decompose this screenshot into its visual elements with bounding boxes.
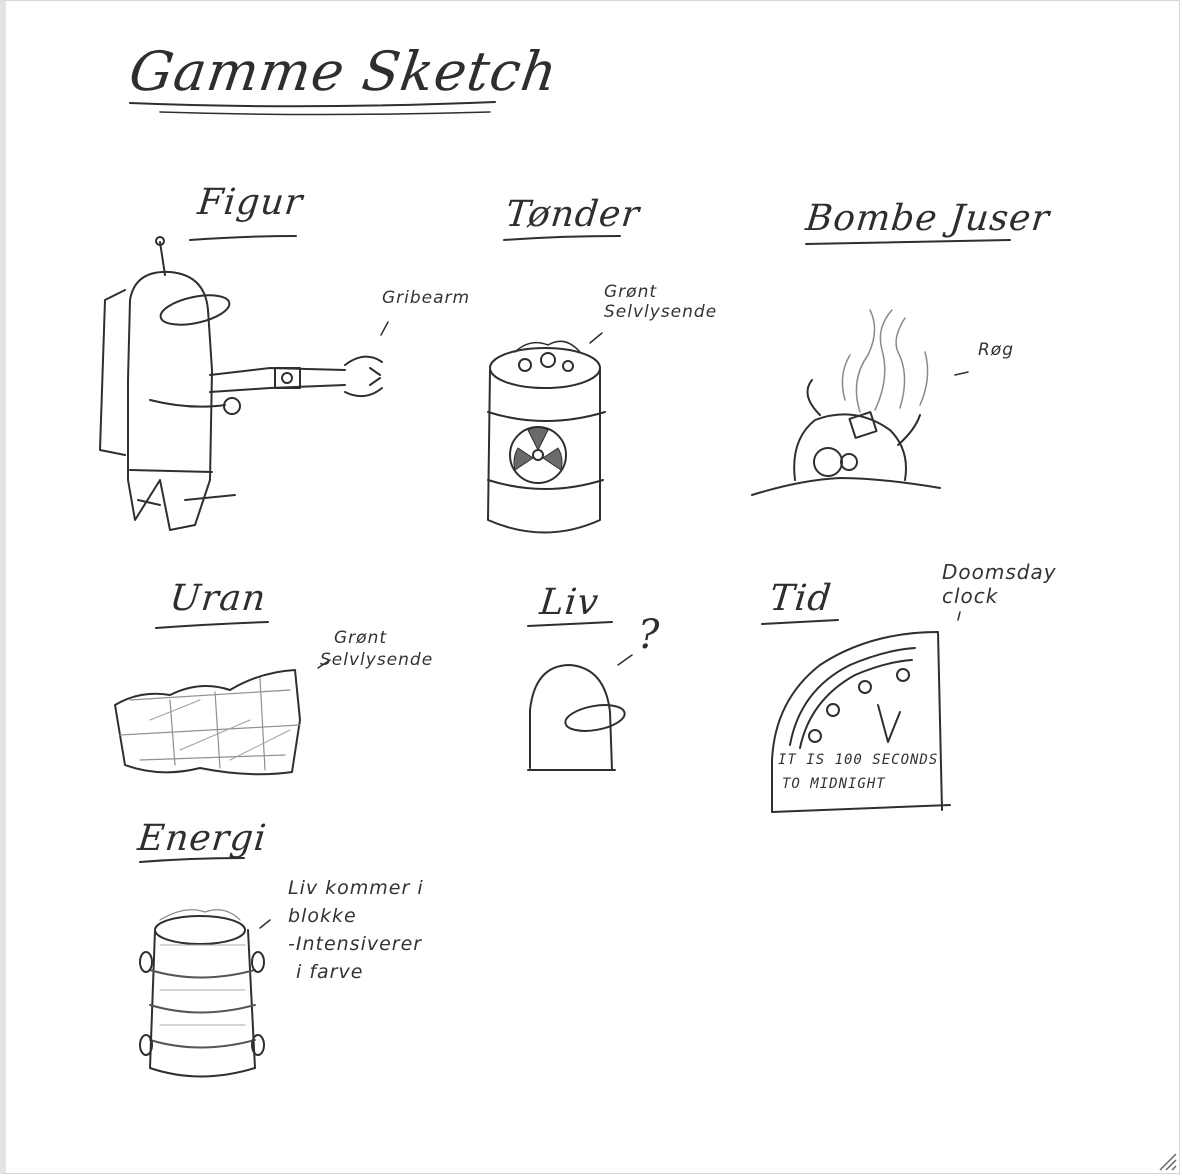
note-uran-line2: Selvlysende	[320, 650, 434, 670]
astronaut-figure	[100, 237, 382, 530]
note-uran-line1: Grønt	[334, 628, 388, 648]
resize-handle-icon[interactable]	[1156, 1150, 1178, 1172]
note-gribearm: Gribearm	[382, 288, 471, 308]
note-energi-line3: -Intensiverer	[288, 933, 423, 955]
bombe-underline	[806, 240, 1010, 244]
title-underline	[130, 102, 495, 106]
energy-battery	[140, 910, 264, 1077]
note-energi-line4: i farve	[296, 961, 364, 983]
clock-text-line2: TO MIDNIGHT	[782, 776, 886, 792]
heading-liv: Liv	[537, 582, 601, 623]
page-title: Gamme Sketch	[125, 40, 562, 103]
energi-underline	[140, 858, 244, 862]
doomsday-clock	[772, 632, 950, 812]
note-liv-question: ?	[638, 612, 661, 658]
tid-underline	[762, 620, 838, 624]
tonder-underline	[504, 236, 620, 240]
note-energi-line2: blokke	[288, 905, 357, 927]
heading-tonder: Tønder	[503, 194, 642, 235]
life-helmet-icon	[528, 665, 627, 770]
note-tid-line2: clock	[942, 584, 999, 608]
figur-underline	[190, 236, 296, 240]
note-tid-line1: Doomsday	[942, 560, 1057, 584]
note-rog: Røg	[978, 340, 1015, 360]
note-tonder-line1: Grønt	[604, 282, 658, 302]
barrel-drawing	[488, 341, 605, 532]
note-tonder-line2: Selvlysende	[604, 302, 718, 322]
clock-text-line1: IT IS 100 SECONDS	[778, 752, 939, 768]
uranium-rock	[115, 670, 300, 774]
note-energi-line1: Liv kommer i	[288, 877, 424, 899]
liv-underline	[528, 622, 612, 626]
uran-underline	[156, 622, 268, 628]
heading-bombe-juser: Bombe Juser	[803, 198, 1052, 239]
heading-uran: Uran	[167, 578, 269, 619]
bomb-drawing	[752, 310, 940, 495]
heading-figur: Figur	[195, 182, 306, 223]
heading-tid: Tid	[767, 578, 834, 619]
heading-energi: Energi	[135, 818, 269, 859]
